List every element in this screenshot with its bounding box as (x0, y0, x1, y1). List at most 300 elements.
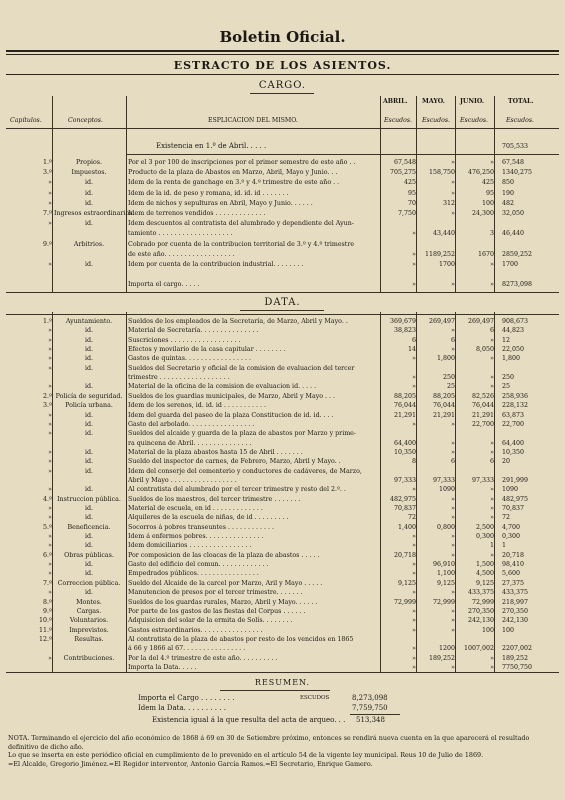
month-2-cell: » (451, 626, 455, 634)
explicacion-cell: Socorros á pobres transeuntes . . . . . . . . . . . . (128, 523, 274, 531)
resumen-title: RESUMEN. (254, 678, 311, 687)
month-1-cell: » (412, 645, 416, 653)
concepto-cell: Resultas. (74, 635, 104, 643)
explicacion-cell: Empedrados públicos. . . . . . . . . . . . . . . . (128, 570, 259, 578)
total-cell: 270,350 (502, 607, 529, 615)
table-row (6, 541, 559, 551)
total-cell: 1 (502, 542, 507, 550)
month-2-cell: » (451, 210, 455, 217)
total-cell: 10,350 (502, 448, 525, 456)
explicacion-cell: Idem del conserje del cementerio y conductores de cadáveres, de Marzo, (128, 467, 362, 475)
month-1-cell: » (412, 607, 416, 615)
month-3-cell: 0,300 (475, 533, 494, 541)
explicacion-cell: Efectos y movilario de la casa capitular . . . . . . . . (128, 346, 286, 354)
concepto-cell: Propios. (75, 159, 103, 166)
month-3-cell: 1 (489, 542, 494, 550)
capitulo-cell: 7.º (43, 579, 52, 587)
col-escudos-2: Escudos. (422, 117, 450, 124)
explicacion-cell: Importa la Data. . . . . (128, 663, 197, 671)
table-row (6, 250, 559, 260)
month-1-cell: » (412, 261, 416, 268)
table-row (6, 158, 559, 168)
col-month-2: MAYO. (422, 98, 445, 105)
month-1-cell: 72 (407, 514, 416, 522)
concepto-cell: id. (84, 561, 94, 569)
explicacion-cell: Cobrado por cuenta de la contribucion territorial de 3.º y 4.º trimestre (128, 240, 355, 248)
month-1-cell: » (412, 230, 416, 238)
month-3-cell: » (490, 448, 494, 456)
capitulo-cell: 2.º (43, 392, 52, 400)
data-bottom-rule (6, 672, 559, 673)
month-3-cell: 95 (485, 189, 494, 197)
concepto-cell: Montes. (76, 598, 102, 606)
resumen-existencia-value: 513,348 (356, 716, 385, 724)
capitulo-cell: » (48, 561, 52, 569)
explicacion-cell: Idem de la renta de ganchage en 3.º y 4.º trimestre de este año . . (128, 179, 340, 187)
table-row (6, 280, 559, 290)
concepto-cell: Cargas. (76, 607, 102, 615)
capitulo-cell: » (48, 458, 52, 466)
capitulo-cell: 7.º (43, 210, 52, 217)
total-cell: 20,718 (502, 551, 525, 559)
capitulo-cell: » (48, 505, 52, 512)
resumen-data-value: 7,759,750 (352, 704, 388, 712)
month-3-cell: » (490, 374, 494, 382)
concepto-cell: id. (84, 542, 94, 550)
month-1-cell: 21,291 (393, 411, 416, 419)
existencia-label: Existencia en 1.º de Abril. . . . . (156, 142, 267, 150)
month-3-cell: 2,500 (475, 523, 494, 531)
resumen-cargo-value: 8,273,098 (352, 694, 388, 702)
explicacion-cell: Por el 3 por 100 de inscripciones por el primer semestre de este año . . (128, 159, 356, 166)
explicacion-cell: Abril y Mayo . . . . . . . . . . . . . . . . . (128, 476, 237, 484)
capitulo-cell: » (48, 179, 52, 187)
explicacion-cell: Sueldo del Alcaide de la carcel por Marzo, Aril y Mayo . . . . . (128, 579, 323, 587)
capitulo-cell: 1.º (43, 159, 52, 166)
total-cell: 100 (502, 626, 515, 634)
title-rule (6, 74, 559, 75)
explicacion-cell: Idem de la id. de peso y romana, id. id. id . . . . . . . (128, 189, 289, 197)
explicacion-cell: Idem de terrenos vendidos . . . . . . . . . . . . . (128, 210, 266, 217)
existencia-row (6, 142, 559, 152)
total-cell: 0,300 (502, 533, 521, 541)
month-2-cell: » (451, 281, 455, 289)
month-1-cell: 9,125 (397, 579, 416, 587)
publication-text: Lo que se inserta en este periódico oficial en cumplimiento de lo prevenido en el artículo 54 de la vigente ley municipal. Reus 10 de Julio de 1869. (8, 751, 484, 760)
capitulo-cell: » (48, 654, 52, 662)
month-1-cell: 8 (411, 458, 416, 466)
capitulo-cell: » (48, 189, 52, 197)
table-row (6, 616, 559, 626)
table-row (6, 476, 559, 486)
document-title: ESTRACTO DE LOS ASIENTOS. (173, 59, 392, 72)
concepto-cell: id. (84, 486, 94, 494)
capitulo-cell: » (48, 533, 52, 541)
explicacion-cell: Idem por cuenta de la contribucion industrial. . . . . . . . (128, 261, 304, 268)
capitulo-cell: 3.º (43, 169, 52, 177)
month-3-cell: 433,375 (467, 589, 494, 597)
table-row (6, 485, 559, 495)
month-2-cell: 158,750 (428, 169, 455, 177)
month-1-cell: » (412, 626, 416, 634)
explicacion-cell: Sueldos de los guardas rurales, Marzo, Abril y Mayo. . . . . . (128, 598, 318, 606)
explicacion-cell: Sueldos de los empleados de la Secretaría, de Marzo, Abril y Mayo. . (128, 318, 348, 325)
month-1-cell: » (412, 250, 416, 258)
month-2-cell: 269,497 (428, 318, 455, 325)
table-row (6, 373, 559, 383)
month-1-cell: » (412, 654, 416, 662)
month-3-cell: 97,333 (471, 476, 494, 484)
month-2-cell: 312 (442, 199, 455, 207)
table-row (6, 429, 559, 439)
concepto-cell: Voluntarios. (69, 617, 109, 625)
col-month-1: ABRIL. (383, 98, 408, 105)
concepto-cell: id. (84, 420, 94, 428)
existencia-rule (126, 154, 559, 155)
month-2-cell: » (451, 505, 455, 512)
table-row (6, 654, 559, 664)
table-row (6, 178, 559, 188)
concepto-cell: id. (84, 346, 94, 354)
col-escudos-1: Escudos. (384, 117, 412, 124)
col-conceptos: Conceptos. (68, 117, 103, 124)
month-2-cell: » (451, 420, 455, 428)
explicacion-cell: Manutencion de presos por el tercer trimestre. . . . . . . (128, 589, 303, 597)
concepto-cell: id. (84, 327, 94, 335)
col-escudos-3: Escudos. (460, 117, 488, 124)
month-1-cell: » (412, 663, 416, 671)
explicacion-cell: trimestre . . . . . . . . . . . . . . . . . . (128, 374, 230, 382)
month-1-cell: 7,750 (397, 210, 416, 217)
total-cell: 482 (502, 199, 515, 207)
explicacion-cell: Idem de los serenos, id. id. id . . . . . . . . . . . (128, 402, 266, 410)
table-row (6, 401, 559, 411)
explicacion-cell: Sueldos de los maestros, del tercer trimestre . . . . . . . (128, 495, 301, 503)
explicacion-cell: Sueldos de los guardias municipales, de Marzo, Abril y Mayo . . . (128, 392, 336, 400)
concepto-cell: id. (84, 430, 94, 438)
month-3-cell: 6 (489, 327, 494, 335)
concepto-cell: id. (84, 448, 94, 456)
total-cell: 22,050 (502, 346, 525, 354)
total-cell: 1700 (502, 261, 519, 268)
explicacion-cell: Gastos de quintas. . . . . . . . . . . . . . . . . (128, 355, 252, 363)
concepto-cell: Obras públicas. (64, 551, 114, 559)
month-3-cell: » (490, 336, 494, 344)
table-row (6, 560, 559, 570)
table-row (6, 326, 559, 336)
total-cell: 1340,275 (502, 169, 533, 177)
explicacion-cell: Idem domiciliarios . . . . . . . . . . . . . . . . (128, 542, 252, 550)
capitulo-cell: 3.º (43, 402, 52, 410)
month-3-cell: 3 (489, 230, 494, 238)
month-3-cell: » (490, 355, 494, 363)
month-3-cell: 242,130 (467, 617, 494, 625)
month-3-cell: 270,350 (467, 607, 494, 615)
month-2-cell: » (451, 439, 455, 447)
concepto-cell: id. (84, 458, 94, 466)
table-row (6, 382, 559, 392)
table-row (6, 411, 559, 421)
concepto-cell: id. (84, 189, 94, 197)
month-1-cell: » (412, 383, 416, 391)
capitulo-cell: » (48, 364, 52, 372)
explicacion-cell: Suscriciones . . . . . . . . . . . . . . . . . . (128, 336, 241, 344)
capitulo-cell: 11.º (39, 626, 52, 634)
table-row (6, 219, 559, 229)
month-2-cell: 0,800 (436, 523, 455, 531)
month-3-cell: » (490, 383, 494, 391)
capitulo-cell: » (48, 420, 52, 428)
month-2-cell: » (451, 495, 455, 503)
month-1-cell: » (412, 617, 416, 625)
concepto-cell: id. (84, 261, 94, 268)
cargo-ornament (250, 93, 314, 94)
month-1-cell: 97,333 (393, 476, 416, 484)
concepto-cell: Ingresos estraordinarios. (54, 210, 135, 217)
capitulo-cell: » (48, 542, 52, 550)
data-section-label: DATA. (264, 297, 301, 308)
month-2-cell: » (451, 617, 455, 625)
table-row (6, 229, 559, 239)
month-2-cell: » (451, 542, 455, 550)
month-2-cell: 9,125 (436, 579, 455, 587)
explicacion-cell: Por la del 4.º trimestre de este año. . . . . . . . . . (128, 654, 278, 662)
month-3-cell: » (490, 281, 494, 289)
month-3-cell: 476,250 (467, 169, 494, 177)
month-3-cell: » (490, 514, 494, 522)
explicacion-cell: á 66 y 1866 al 67. . . . . . . . . . . . . . . . (128, 645, 246, 653)
capitulo-cell: » (48, 261, 52, 268)
month-2-cell: 72,999 (432, 598, 455, 606)
month-1-cell: 76,044 (393, 402, 416, 410)
month-3-cell: » (490, 505, 494, 512)
month-3-cell: » (490, 551, 494, 559)
table-row (6, 336, 559, 346)
explicacion-cell: Importa el cargo. . . . . (128, 281, 200, 289)
month-3-cell: 8,050 (475, 346, 494, 354)
explicacion-cell: Al contratista del alumbrado por el tercer trimestre y resto del 2.º. . (128, 486, 346, 494)
month-3-cell: 76,044 (471, 402, 494, 410)
concepto-cell: Impuestos. (71, 169, 107, 177)
explicacion-cell: Idem descuentos al contratista del alumbrado y dependiente del Ayun- (128, 220, 354, 228)
explicacion-cell: de este año. . . . . . . . . . . . . . . . . . (128, 250, 235, 258)
month-1-cell: 72,999 (393, 598, 416, 606)
resumen-escudos: ESCUDOS (300, 695, 330, 701)
total-cell: 22,700 (502, 420, 525, 428)
month-1-cell: 369,679 (389, 318, 416, 325)
month-1-cell: 20,718 (393, 551, 416, 559)
table-row (6, 607, 559, 617)
total-cell: 27,375 (502, 579, 525, 587)
month-2-cell: » (451, 607, 455, 615)
explicacion-cell: Por composicion de las cloacas de la plaza de abastos . . . . . (128, 551, 320, 559)
month-2-cell: 88,205 (432, 392, 455, 400)
concepto-cell: Policía de seguridad. (55, 392, 123, 400)
table-row (6, 579, 559, 589)
header-rule-thin (6, 54, 559, 55)
page-header: Boletin Oficial. (219, 28, 346, 46)
month-1-cell: 64,400 (393, 439, 416, 447)
total-cell: 98,410 (502, 561, 525, 569)
concepto-cell: Ayuntamiento. (65, 318, 113, 325)
capitulo-cell: 9.º (43, 607, 52, 615)
capitulo-cell: » (48, 411, 52, 419)
explicacion-cell: Idem del guarda del paseo de la plaza Constitucion de id. id. . . . (128, 411, 334, 419)
month-1-cell: » (412, 589, 416, 597)
month-2-cell: » (451, 179, 455, 187)
month-2-cell: 1200 (438, 645, 455, 653)
month-1-cell: » (412, 355, 416, 363)
capitulo-cell: » (48, 383, 52, 391)
month-2-cell: » (451, 189, 455, 197)
concepto-cell: id. (84, 355, 94, 363)
table-row (6, 626, 559, 636)
col-month-3: JUNIO. (460, 98, 485, 105)
month-2-cell: » (451, 533, 455, 541)
total-cell: 190 (502, 189, 515, 197)
total-cell: 8273,098 (502, 281, 533, 289)
capitulo-cell: » (48, 467, 52, 475)
month-2-cell: 96,910 (432, 561, 455, 569)
month-3-cell: 82,526 (471, 392, 494, 400)
total-cell: 25 (502, 383, 511, 391)
table-row (6, 168, 559, 178)
explicacion-cell: Sueldo del inspector de carnes, de Febrero, Marzo, Abril y Mayo. . (128, 458, 341, 466)
month-1-cell: 425 (403, 179, 416, 187)
month-3-cell: 6 (489, 458, 494, 466)
total-cell: 908,673 (502, 318, 529, 325)
notes (8, 734, 557, 768)
total-cell: 67,548 (502, 159, 525, 166)
explicacion-cell: Por parte de los gastos de las fiestas del Corpus . . . . . . (128, 607, 306, 615)
total-cell: 189,252 (502, 654, 529, 662)
table-row (6, 588, 559, 598)
total-cell: 850 (502, 179, 515, 187)
month-1-cell: » (412, 420, 416, 428)
month-2-cell: 25 (446, 383, 455, 391)
total-cell: 63,873 (502, 411, 525, 419)
table-row (6, 551, 559, 561)
month-3-cell: » (490, 654, 494, 662)
concepto-cell: id. (84, 505, 94, 512)
concepto-cell: id. (84, 467, 94, 475)
month-1-cell: » (412, 374, 416, 382)
capitulo-cell: » (48, 220, 52, 228)
table-row (6, 260, 559, 270)
month-1-cell: 38,823 (393, 327, 416, 335)
month-3-cell: 22,700 (471, 420, 494, 428)
col-month-4: TOTAL. (508, 98, 534, 105)
month-3-cell: 1007,002 (463, 645, 494, 653)
capitulo-cell: » (48, 430, 52, 438)
table-row (6, 467, 559, 477)
month-3-cell: 21,291 (471, 411, 494, 419)
col-explicacion: ESPLICACION DEL MISMO. (208, 117, 298, 124)
table-row (6, 457, 559, 467)
capitulo-cell: » (48, 514, 52, 522)
capitulo-cell: » (48, 570, 52, 578)
resumen-sum-rule (350, 714, 400, 715)
total-cell: 2859,252 (502, 250, 533, 258)
concepto-cell: Imprevistos. (69, 626, 109, 634)
month-3-cell: » (490, 663, 494, 671)
total-cell: 291,999 (502, 476, 529, 484)
capitulo-cell: 9.º (43, 240, 52, 248)
explicacion-cell: Material de la plaza abastos hasta 15 de Abril . . . . . . . (128, 448, 303, 456)
header-bottom-rule (6, 128, 559, 129)
total-cell: 218,997 (502, 598, 529, 606)
month-2-cell: 1700 (438, 261, 455, 268)
capitulo-cell: 10.º (39, 617, 52, 625)
month-1-cell: 88,205 (393, 392, 416, 400)
month-2-cell: 97,333 (432, 476, 455, 484)
table-row (6, 569, 559, 579)
month-3-cell: 72,999 (471, 598, 494, 606)
total-cell: 7750,750 (502, 663, 533, 671)
explicacion-cell: Idem de nichos y sepulturas en Abril, Mayo y Junio. . . . . . (128, 199, 313, 207)
month-3-cell: 100 (481, 626, 494, 634)
table-row (6, 598, 559, 608)
resumen-rule (220, 690, 330, 691)
total-cell: 433,375 (502, 589, 529, 597)
month-1-cell: » (412, 281, 416, 289)
concepto-cell: id. (84, 383, 94, 391)
month-3-cell: 4,500 (475, 570, 494, 578)
total-cell: 228,132 (502, 402, 529, 410)
month-2-cell: » (451, 159, 455, 166)
month-3-cell: 9,125 (475, 579, 494, 587)
table-row (6, 420, 559, 430)
month-2-cell: 76,044 (432, 402, 455, 410)
note-text: NOTA. Terminando el ejercicio del año económico de 1868 á 69 en 30 de Setiembre próximo, entonces se rendirá nueva cuenta en la que aparecerá el resultado definitivo de dicho año. (8, 734, 530, 751)
capitulo-cell: » (48, 336, 52, 344)
header-rule (6, 50, 559, 52)
month-3-cell: 1,500 (475, 561, 494, 569)
resumen-existencia-label: Existencia igual á la que resulta del acta de arqueo. . . (152, 716, 346, 724)
concepto-cell: id. (84, 199, 94, 207)
month-3-cell: » (490, 495, 494, 503)
month-2-cell: 6 (450, 458, 455, 466)
table-row (6, 354, 559, 364)
explicacion-cell: Idem á enfermos pobres. . . . . . . . . . . . . . . (128, 533, 264, 541)
month-3-cell: 269,497 (467, 318, 494, 325)
month-3-cell: » (490, 439, 494, 447)
explicacion-cell: tamiento . . . . . . . . . . . . . . . . . . . (128, 230, 233, 238)
total-cell: 64,400 (502, 439, 525, 447)
signatures: =El Alcalde, Gregorio Jiménez.=El Regidor interventor, Antonio García Ramos.=El Secretario, Enrique Gamero. (8, 759, 373, 768)
table-row (6, 317, 559, 327)
capitulo-cell: » (48, 486, 52, 494)
concepto-cell: id. (84, 179, 94, 187)
capitulo-cell: » (48, 589, 52, 597)
capitulo-cell: 6.º (43, 551, 52, 559)
resumen-cargo-label: Importa el Cargo . . . . . . . . (138, 694, 235, 702)
month-2-cell: 250 (442, 374, 455, 382)
month-2-cell: » (451, 514, 455, 522)
month-1-cell: 482,975 (389, 495, 416, 503)
month-2-cell: 1090 (438, 486, 455, 494)
month-2-cell: » (451, 327, 455, 335)
month-3-cell: » (490, 159, 494, 166)
concepto-cell: id. (84, 336, 94, 344)
table-row (6, 209, 559, 219)
concepto-cell: id. (84, 589, 94, 597)
resumen-data-label: Idem la Data. . . . . . . . . . (138, 704, 226, 712)
table-row (6, 392, 559, 402)
explicacion-cell: Alquileres de la escuela de niñas, de id . . . . . . . . . (128, 514, 289, 522)
capitulo-cell: » (48, 448, 52, 456)
total-cell: 2207,002 (502, 645, 533, 653)
